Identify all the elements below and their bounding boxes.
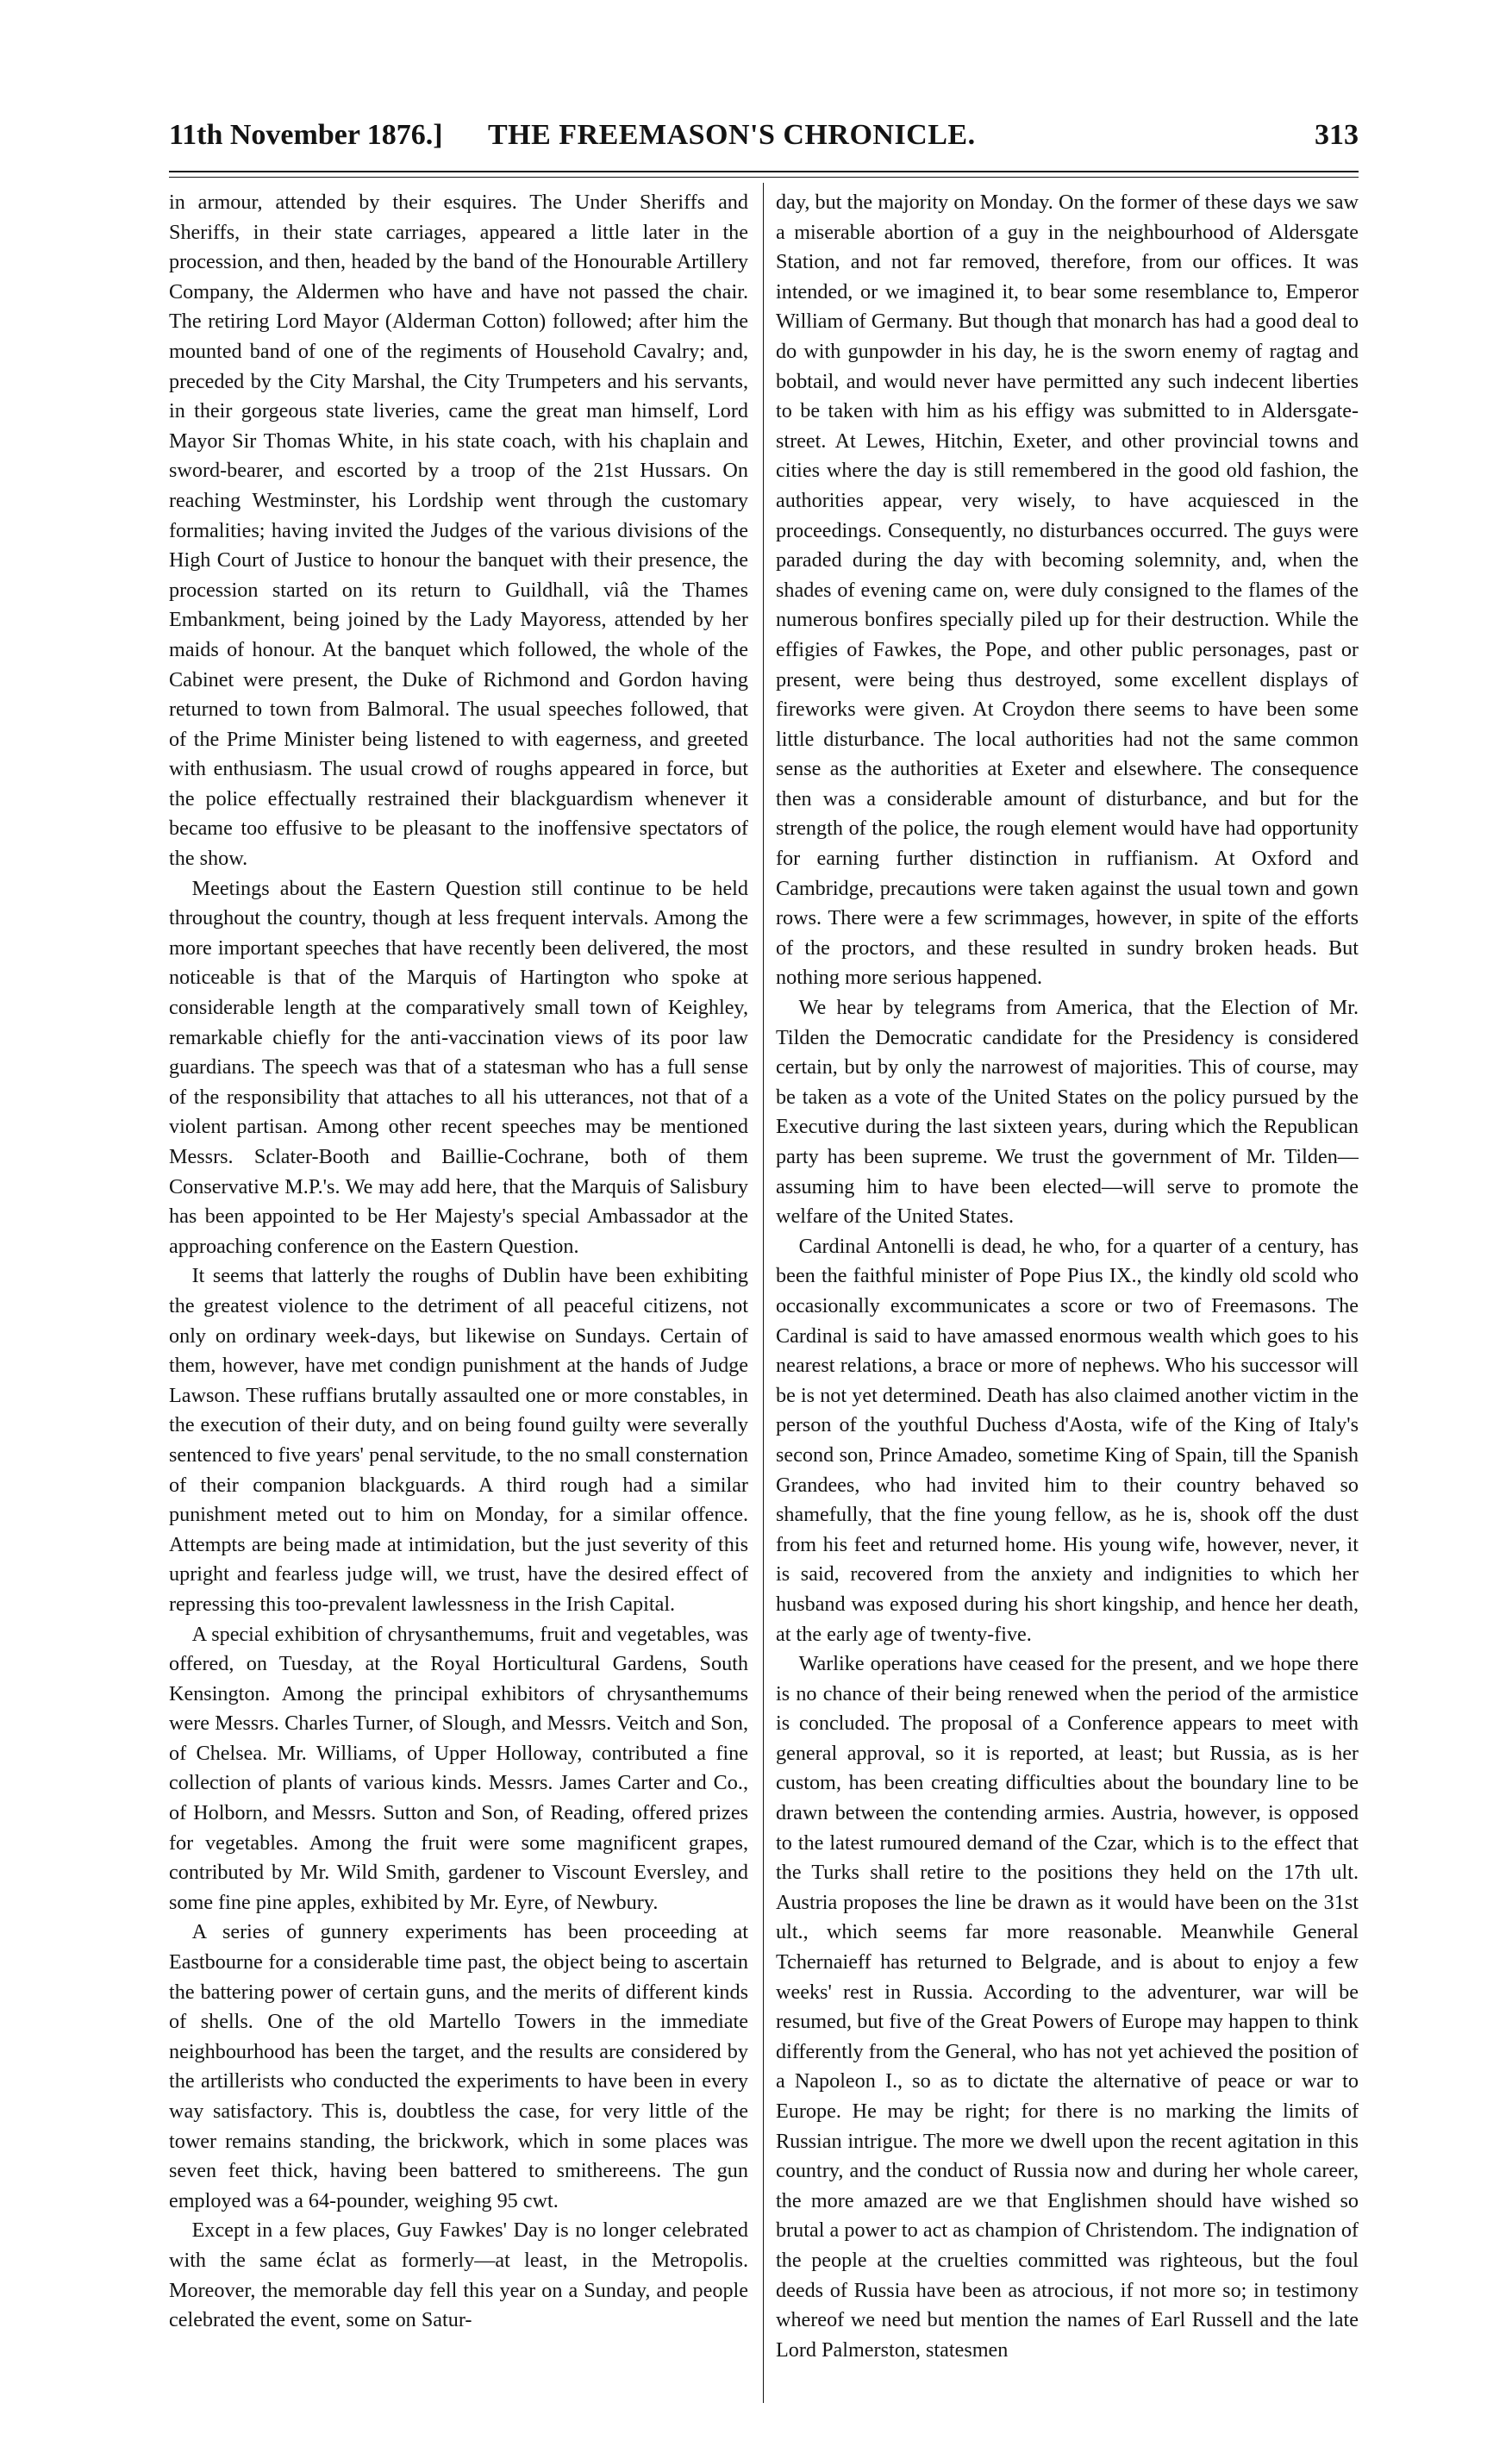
page-number: 313	[1315, 119, 1359, 151]
paragraph: We hear by telegrams from America, that the Election of Mr. Tilden the Democratic candidate for the Presidency is considered certain, but by only the narrowest of majorities. This of course, may be taken as a vote of the United States on the policy pursued by the Executive during the last sixteen years, during which the Republican party has been supreme. We trust the government of Mr. Tilden—assuming him to have been elected—will serve to promote the welfare of the United States.	[776, 996, 1359, 1229]
paragraph: Cardinal Antonelli is dead, he who, for a quarter of a century, has been the faithful minister of Pope Pius IX., the kindly old scold who occasionally excommunicates a score or two of Freemasons. The Cardinal is said to have amassed enormous wealth which goes to his nearest relations, a brace or more of nephews. Who his successor will be is not yet determined. Death has also claimed another victim in the person of the youthful Duchess d'Aosta, wife of the King of Italy's second son, Prince Amadeo, sometime King of Spain, till the Spanish Grandees, who had invited him to their country behaved so shamefully, that the fine young fellow, as he is, shook off the dust from his feet and returned home. His young wife, however, never, it is said, recovered from the anxiety and indignities to which her husband was exposed during his short kingship, and hence her death, at the early age of twenty-five.	[776, 1234, 1359, 1646]
paragraph: day, but the majority on Monday. On the former of these days we saw a miserable abortion of a guy in the neighbourhood of Aldersgate Station, and not far removed, therefore, from our offices. It was intended, or we imagined it, to bear some resemblance to, Emperor William of Germany. But though that monarch has had a good deal to do with gunpowder in his day, he is the sworn enemy of ragtag and bobtail, and would never have permitted any such indecent liberties to be taken with him as his effigy was submitted to in Aldersgate-street. At Lewes, Hitchin, Exeter, and other provincial towns and cities where the day is still remembered in the good old fashion, the authorities appear, very wisely, to have acquiesced in the proceedings. Consequently, no disturbances occurred. The guys were paraded during the day with becoming solemnity, and, when the shades of evening came on, were duly consigned to the flames of the numerous bonfires specially piled up for their destruction. While the effigies of Fawkes, the Pope, and other public personages, past or present, were being thus destroyed, some excellent displays of fireworks were given. At Croydon there seems to have been some little disturbance. The local authorities had not the same common sense as the authorities at Exeter and elsewhere. The consequence then was a considerable amount of disturbance, and but for the strength of the police, the rough element would have had opportunity for earning further distinction in ruffianism. At Oxford and Cambridge, precautions were taken against the usual town and gown rows. There were a few scrimmages, however, in spite of the efforts of the proctors, and these resulted in sundry broken heads. But nothing more serious happened.	[776, 191, 1359, 990]
header-date: 11th November 1876.]	[169, 119, 443, 151]
right-column	[776, 188, 1359, 2408]
paragraph: A series of gunnery experiments has been proceeding at Eastbourne for a considerable time past, the object being to ascertain the battering power of certain guns, and the merits of different kinds of shells. One of the old Martello Towers in the immediate neighbourhood has been the target, and the results are considered by the artillerists who conducted the experiments to have been in every way satisfactory. This is, doubtless the case, for very little of the tower remains standing, the brickwork, which in some places was seven feet thick, having been battered to smithereens. The gun employed was a 64-pounder, weighing 95 cwt.	[169, 1920, 748, 2212]
page-header	[169, 119, 1359, 171]
paragraph: It seems that latterly the roughs of Dublin have been exhibiting the greatest violence to the detriment of all peaceful citizens, not only on ordinary week-days, but likewise on Sundays. Certain of them, however, have met condign punishment at the hands of Judge Lawson. These ruffians brutally assaulted one or more constables, in the execution of their duty, and on being found guilty were severally sentenced to five years' penal servitude, to the no small consternation of their companion blackguards. A third rough had a similar punishment meted out to him on Monday, for a similar offence. Attempts are being made at intimidation, but the just severity of this upright and fearless judge will, we trust, have the desired effect of repressing this too-prevalent lawlessness in the Irish Capital.	[169, 1264, 748, 1616]
journal-title: THE FREEMASON'S CHRONICLE.	[488, 119, 976, 151]
header-rule-thin	[169, 177, 1359, 178]
paragraph: Except in a few places, Guy Fawkes' Day is no longer celebrated with the same éclat as formerly—at least, in the Metropolis. Moreover, the memorable day fell this year on a Sunday, and people celebrated the event, some on Satur-	[169, 2218, 748, 2332]
paragraph: Meetings about the Eastern Question still continue to be held throughout the country, though at less frequent intervals. Among the more important speeches that have recently been delivered, the most noticeable is that of the Marquis of Hartington who spoke at considerable length at the comparatively small town of Keighley, remarkable chiefly for the anti-vaccination views of its poor law guardians. The speech was that of a statesman who has a full sense of the responsibility that attaches to all his utterances, not that of a violent partisan. Among other recent speeches may be mentioned Messrs. Sclater-Booth and Baillie-Cochrane, both of them Conservative M.P.'s. We may add here, that the Marquis of Salisbury has been appointed to be Her Majesty's special Ambassador at the approaching conference on the Eastern Question.	[169, 876, 748, 1258]
header-rule	[169, 171, 1359, 172]
paragraph: Warlike operations have ceased for the present, and we hope there is no chance of their being renewed when the period of the armistice is concluded. The proposal of a Conference appears to meet with general approval, so it is reported, at least; but Russia, as is her custom, has been creating difficulties about the boundary line to be drawn between the contending armies. Austria, however, is opposed to the latest rumoured demand of the Czar, which is to the effect that the Turks shall retire to the positions they held on the 17th ult. Austria proposes the line be drawn as it would have been on the 31st ult., which seems far more reasonable. Meanwhile General Tchernaieff has returned to Belgrade, and is about to enjoy a few weeks' rest in Russia. According to the adventurer, war will be resumed, but five of the Great Powers of Europe may happen to think differently from the General, who has not yet achieved the position of a Napoleon I., so as to dictate the alternative of peace or war to Europe. He may be right; for there is no marking the limits of Russian intrigue. The more we dwell upon the recent agitation in this country, and the conduct of Russia now and during her whole career, the more amazed are we that Englishmen should have wished so brutal a power to act as champion of Christendom. The indignation of the people at the cruelties committed was righteous, but the foul deeds of Russia have been as atrocious, if not more so; in testimony whereof we need but mention the names of Earl Russell and the late Lord Palmerston, statesmen	[776, 1652, 1359, 2362]
column-divider	[763, 183, 764, 2403]
paragraph: A special exhibition of chrysanthemums, fruit and vegetables, was offered, on Tuesday, at the Royal Horticultural Gardens, South Kensington. Among the principal exhibitors of chrysanthemums were Messrs. Charles Turner, of Slough, and Messrs. Veitch and Son, of Chelsea. Mr. Williams, of Upper Holloway, contributed a fine collection of plants of various kinds. Messrs. James Carter and Co., of Holborn, and Messrs. Sutton and Son, of Reading, offered prizes for vegetables. Among the fruit were some magnificent grapes, contributed by Mr. Wild Smith, gardener to Viscount Eversley, and some fine pine apples, exhibited by Mr. Eyre, of Newbury.	[169, 1622, 748, 1914]
paragraph: in armour, attended by their esquires. The Under Sheriffs and Sheriffs, in their state carriages, appeared a little later in the procession, and then, headed by the band of the Honourable Artillery Company, the Aldermen who have and have not passed the chair. The retiring Lord Mayor (Alderman Cotton) followed; after him the mounted band of one of the regiments of Household Cavalry; and, preceded by the City Marshal, the City Trumpeters and his servants, in their gorgeous state liveries, came the great man himself, Lord Mayor Sir Thomas White, in his state coach, with his chaplain and sword-bearer, and escorted by a troop of the 21st Hussars. On reaching Westminster, his Lordship went through the customary formalities; having invited the Judges of the various divisions of the High Court of Justice to honour the banquet with their presence, the procession started on its return to Guildhall, viâ the Thames Embankment, being joined by the Lady Mayoress, attended by her maids of honour. At the banquet which followed, the whole of the Cabinet were present, the Duke of Richmond and Gordon having returned to town from Balmoral. The usual speeches followed, that of the Prime Minister being listened to with eagerness, and greeted with enthusiasm. The usual crowd of roughs appeared in force, but the police effectually restrained their blackguardism whenever it became too effusive to be pleasant to the inoffensive spectators of the show.	[169, 191, 748, 871]
left-column	[169, 188, 748, 2408]
